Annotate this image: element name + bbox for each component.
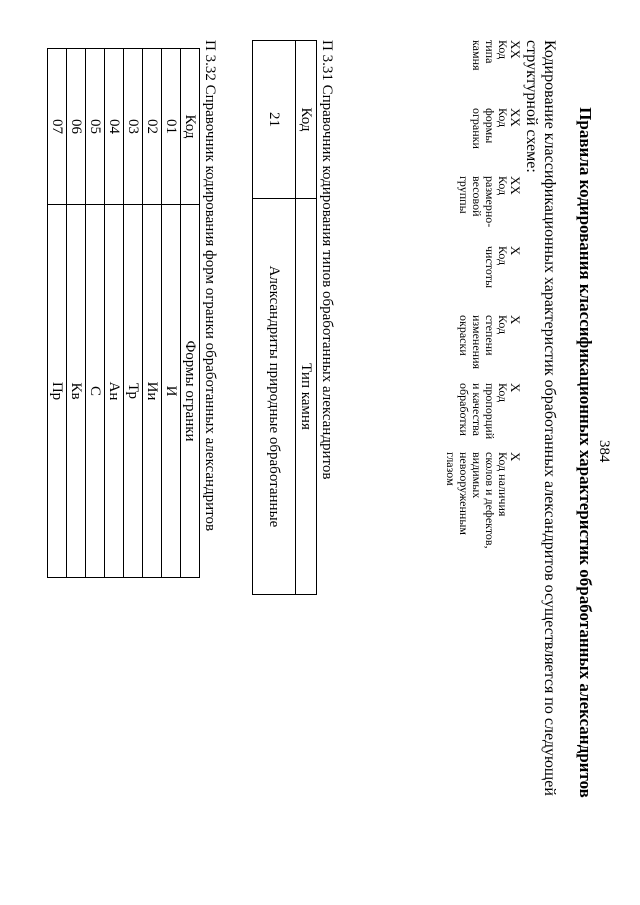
intro-paragraph: Кодирование классификационных характеристик обработанных александритов осуществляется по следующей структурной схеме: bbox=[523, 40, 558, 796]
page-title: Правила кодирования классификационных характеристик обработанных александритов bbox=[576, 107, 595, 798]
table-cell: 01 bbox=[162, 49, 181, 205]
scheme-column bbox=[483, 246, 522, 296]
table1-caption: П 3.31 Справочник кодирования типов обработанных александритов bbox=[319, 40, 335, 480]
scheme-symbol: X bbox=[508, 383, 523, 393]
scheme-label: Код чистоты bbox=[483, 246, 510, 289]
scheme-label: Код наличия сколов и дефектов, видимых невооруженным глазом bbox=[444, 452, 510, 549]
table-cell: Ан bbox=[105, 205, 124, 578]
table-row bbox=[124, 49, 143, 578]
page-number: 384 bbox=[596, 440, 612, 463]
table-row bbox=[67, 49, 86, 578]
column-header: Тип камня bbox=[296, 199, 317, 595]
scheme-label: Код пропорций и качества обработки bbox=[457, 383, 510, 440]
scheme-label: Код степени изменения окраски bbox=[457, 315, 510, 370]
table-cell: Александриты природные обработанные bbox=[253, 199, 296, 595]
table-cell: И bbox=[162, 205, 181, 578]
table-cell: Тр bbox=[124, 205, 143, 578]
table-cell: Ии bbox=[143, 205, 162, 578]
table-header-row bbox=[296, 41, 317, 595]
scheme-column bbox=[457, 315, 522, 373]
table-row bbox=[253, 41, 296, 595]
table-row bbox=[143, 49, 162, 578]
table-row bbox=[48, 49, 67, 578]
scheme-column bbox=[470, 108, 522, 153]
table-row bbox=[105, 49, 124, 578]
scheme-symbol: XX bbox=[508, 176, 523, 195]
scheme-label: Код типа камня bbox=[470, 40, 510, 71]
table-cell: 06 bbox=[67, 49, 86, 205]
cut-form-table bbox=[47, 48, 200, 578]
scheme-column bbox=[470, 40, 522, 78]
table-cell: 03 bbox=[124, 49, 143, 205]
scheme-column bbox=[444, 452, 522, 552]
table-cell: 05 bbox=[86, 49, 105, 205]
table-cell: 07 bbox=[48, 49, 67, 205]
stone-type-table bbox=[252, 40, 317, 595]
scheme-symbol: X bbox=[508, 452, 523, 462]
table-header-row bbox=[181, 49, 200, 578]
scheme-column bbox=[457, 383, 522, 445]
coding-scheme bbox=[422, 40, 522, 560]
table-cell: Кв bbox=[67, 205, 86, 578]
scheme-label: Код размерно-весовой группы bbox=[457, 176, 510, 228]
table-cell: 02 bbox=[143, 49, 162, 205]
table2-caption: П 3.32 Справочник кодирования форм огранки обработанных александритов bbox=[202, 40, 218, 532]
column-header: Код bbox=[296, 41, 317, 199]
table-cell: С bbox=[86, 205, 105, 578]
table-cell: 04 bbox=[105, 49, 124, 205]
column-header: Код bbox=[181, 49, 200, 205]
scheme-symbol: XX bbox=[508, 108, 523, 127]
table-cell: 21 bbox=[253, 41, 296, 199]
table-row bbox=[162, 49, 181, 578]
scheme-symbol: X bbox=[508, 246, 523, 256]
table-row bbox=[86, 49, 105, 578]
scheme-symbol: XX bbox=[508, 40, 523, 59]
scheme-column bbox=[457, 176, 522, 234]
column-header: Формы огранки bbox=[181, 205, 200, 578]
scheme-symbol: X bbox=[508, 315, 523, 325]
scheme-label: Код формы огранки bbox=[470, 108, 510, 149]
table-cell: Пр bbox=[48, 205, 67, 578]
